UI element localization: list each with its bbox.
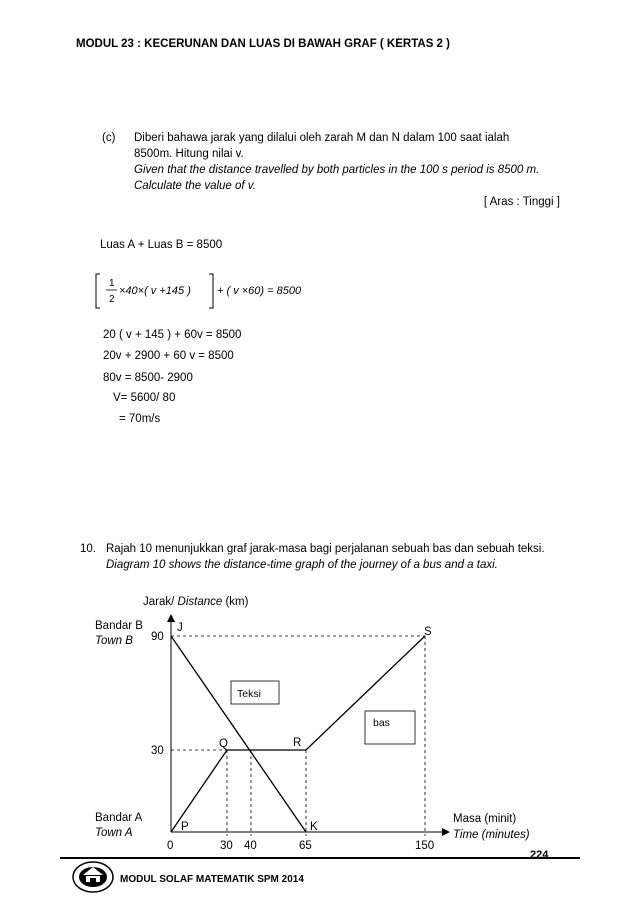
working-line-1: Luas A + Luas B = 8500: [100, 239, 223, 251]
point-k-label: K: [310, 821, 318, 833]
school-crest-icon: [71, 859, 115, 895]
question-c-line-4: Calculate the value of v.: [134, 180, 256, 192]
working-line-6: = 70m/s: [119, 413, 161, 425]
formula-tail: + ( v ×60) = 8500: [217, 285, 302, 297]
legend-bus-label: bas: [373, 717, 390, 729]
difficulty-level: [ Aras : Tinggi ]: [483, 196, 560, 208]
question-10-line-2: Diagram 10 shows the distance-time graph of the journey of a bus and a taxi.: [106, 559, 498, 571]
town-b-label: Bandar B: [95, 620, 143, 632]
point-j-label: J: [177, 622, 183, 634]
footer-divider: [60, 857, 580, 859]
town-a-label-en: Town A: [95, 827, 133, 839]
y-tick-90: 90: [151, 631, 164, 643]
y-axis-label-unit: (km): [222, 596, 249, 608]
page-header-title: MODUL 23 : KECERUNAN DAN LUAS DI BAWAH GRAF ( KERTAS 2 ): [76, 38, 450, 50]
point-r-label: R: [293, 737, 302, 749]
question-10-number: 10.: [80, 543, 96, 555]
point-p-label: P: [181, 821, 189, 833]
question-c-line-3: Given that the distance travelled by both particles in the 100 s period is 8500 m.: [134, 164, 540, 176]
x-tick-30: 30: [220, 840, 233, 850]
x-axis-label-en: Time (minutes): [453, 829, 530, 841]
x-tick-40: 40: [244, 840, 257, 850]
y-tick-30: 30: [151, 745, 164, 757]
question-c-line-1: Diberi bahawa jarak yang dilalui oleh zarah M dan N dalam 100 saat ialah: [134, 132, 510, 144]
question-c-label: (c): [102, 132, 116, 144]
point-s-label: S: [424, 626, 432, 638]
x-axis-label: Masa (minit): [453, 813, 517, 825]
town-a-label: Bandar A: [95, 812, 143, 824]
legend-taxi-label: Teksi: [237, 688, 261, 700]
page-number: 224: [530, 849, 549, 861]
working-line-5: V= 5600/ 80: [113, 392, 176, 404]
question-10-line-1: Rajah 10 menunjukkan graf jarak-masa bagi perjalanan sebuah bas dan sebuah teksi.: [106, 543, 545, 555]
svg-text:Jarak/ Distance (km): [143, 596, 249, 608]
x-tick-65: 65: [299, 840, 312, 850]
working-line-2: 20 ( v + 145 ) + 60v = 8500: [103, 329, 242, 341]
y-axis-label-ms: Jarak/: [143, 596, 178, 608]
formula-half-numerator: 1: [109, 278, 115, 289]
point-q-label: Q: [219, 738, 228, 750]
area-formula: [95, 272, 355, 317]
formula-half-denominator: 2: [109, 294, 115, 305]
question-c-line-2: 8500m. Hitung nilai v.: [134, 148, 244, 160]
distance-time-graph: [0, 580, 638, 850]
working-line-4: 80v = 8500- 2900: [103, 372, 193, 384]
working-line-3: 20v + 2900 + 60 v = 8500: [103, 350, 234, 362]
footer-module-name: MODUL SOLAF MATEMATIK SPM 2014: [120, 874, 304, 885]
x-tick-150: 150: [415, 840, 435, 850]
x-tick-0: 0: [167, 840, 174, 850]
y-axis-label-en: Distance: [177, 596, 223, 608]
town-b-label-en: Town B: [95, 635, 133, 647]
formula-body: ×40×( v +145 ): [119, 285, 191, 297]
